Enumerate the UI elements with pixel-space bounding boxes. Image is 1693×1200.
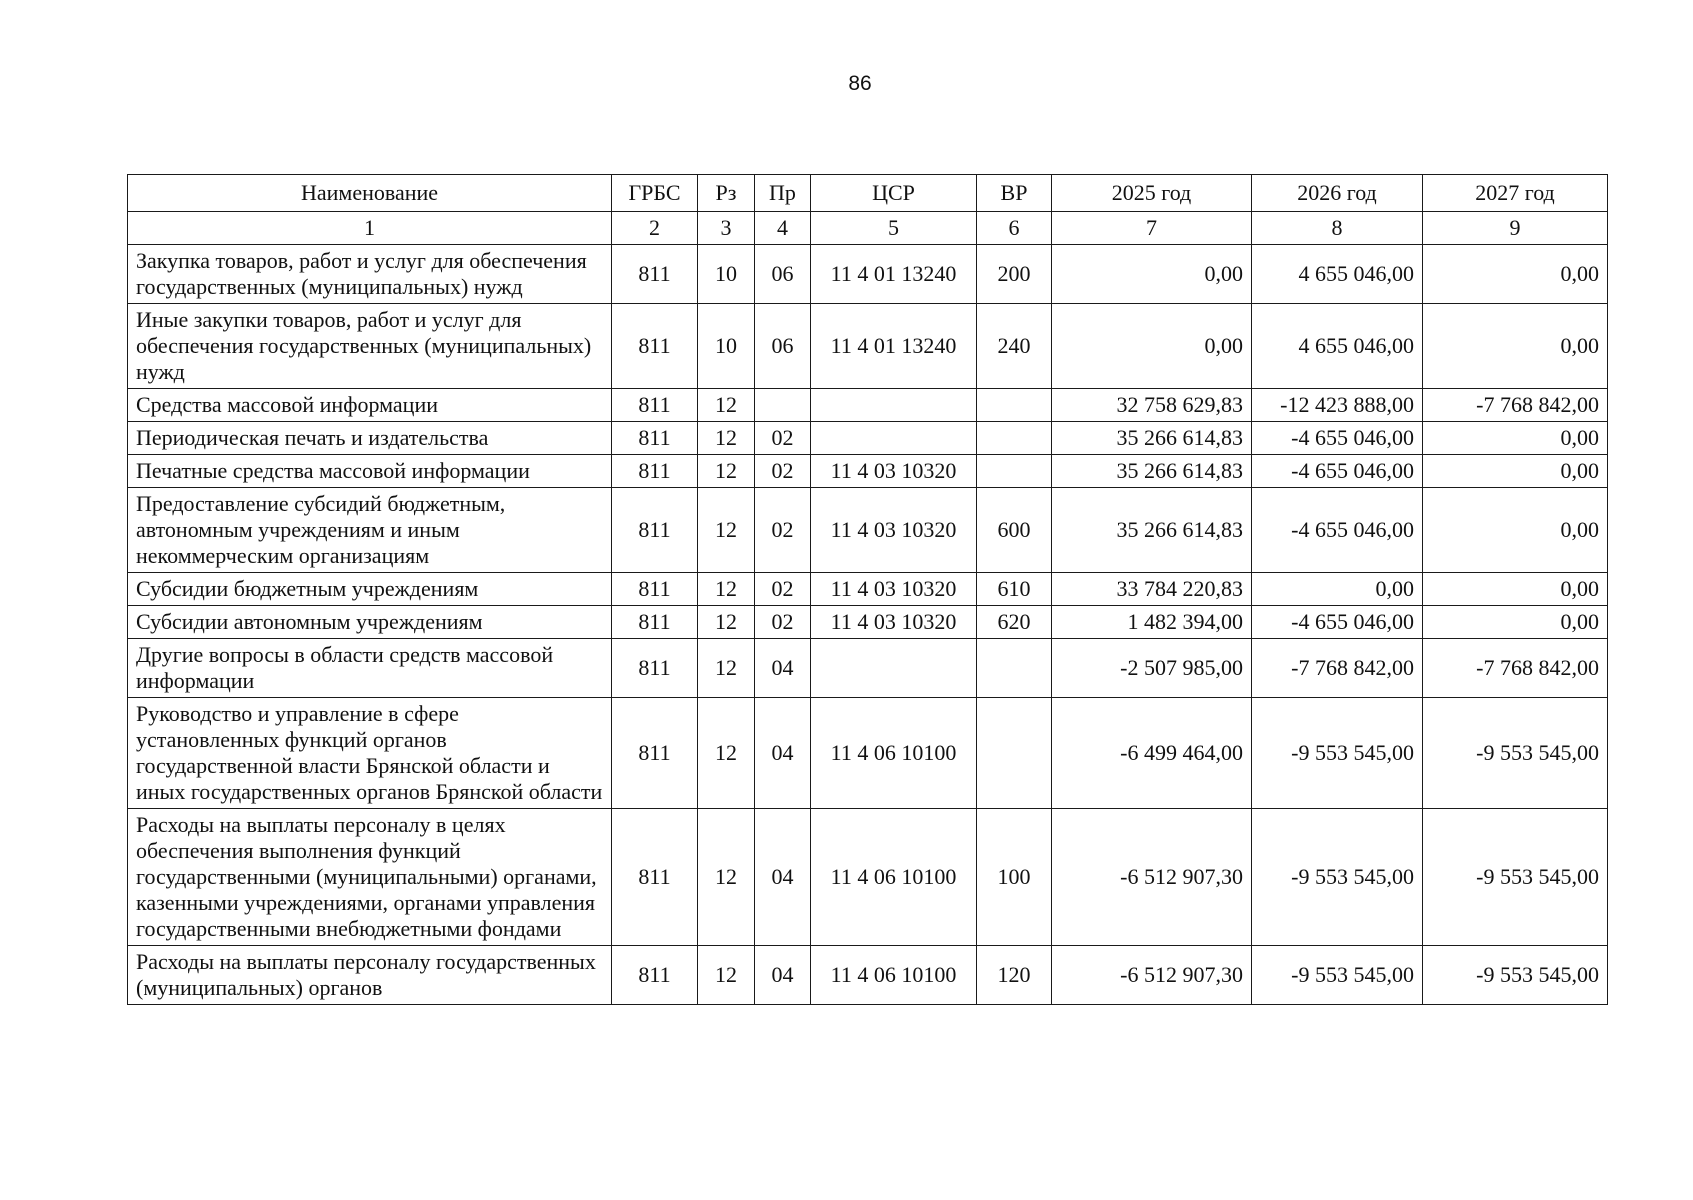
table-row [128, 573, 1608, 606]
grbs-cell: 811 [612, 606, 698, 639]
grbs-cell: 811 [612, 245, 698, 304]
csr-cell: 11 4 06 10100 [811, 698, 977, 809]
grbs-cell: 811 [612, 946, 698, 1005]
name-cell: Субсидии бюджетным учреждениям [128, 573, 612, 606]
vr-cell: 240 [977, 304, 1052, 389]
pr-cell: 06 [755, 304, 811, 389]
amount-2026-cell: -9 553 545,00 [1252, 698, 1423, 809]
amount-2025-cell: -6 499 464,00 [1052, 698, 1252, 809]
amount-2026-cell: -12 423 888,00 [1252, 389, 1423, 422]
pr-cell: 02 [755, 573, 811, 606]
column-number-row [128, 212, 1608, 245]
csr-cell: 11 4 03 10320 [811, 606, 977, 639]
table-row [128, 245, 1608, 304]
amount-2025-cell: 0,00 [1052, 304, 1252, 389]
pr-cell: 04 [755, 946, 811, 1005]
amount-2025-cell: -6 512 907,30 [1052, 946, 1252, 1005]
rz-cell: 12 [698, 606, 755, 639]
table-row [128, 606, 1608, 639]
amount-2026-cell: -4 655 046,00 [1252, 422, 1423, 455]
pr-cell: 04 [755, 698, 811, 809]
amount-2025-cell: -6 512 907,30 [1052, 809, 1252, 946]
header-cell: ЦСР [811, 175, 977, 212]
vr-cell: 600 [977, 488, 1052, 573]
rz-cell: 12 [698, 488, 755, 573]
csr-cell: 11 4 03 10320 [811, 573, 977, 606]
csr-cell: 11 4 03 10320 [811, 488, 977, 573]
name-cell: Иные закупки товаров, работ и услуг для обеспечения государственных (муниципальных) нужд [128, 304, 612, 389]
amount-2025-cell: 35 266 614,83 [1052, 422, 1252, 455]
amount-2027-cell: 0,00 [1423, 455, 1608, 488]
grbs-cell: 811 [612, 455, 698, 488]
rz-cell: 12 [698, 946, 755, 1005]
amount-2026-cell: 0,00 [1252, 573, 1423, 606]
table-row [128, 455, 1608, 488]
vr-cell [977, 698, 1052, 809]
table-row [128, 946, 1608, 1005]
header-cell: ВР [977, 175, 1052, 212]
column-number-cell: 2 [612, 212, 698, 245]
amount-2026-cell: 4 655 046,00 [1252, 304, 1423, 389]
grbs-cell: 811 [612, 573, 698, 606]
csr-cell [811, 639, 977, 698]
pr-cell: 02 [755, 606, 811, 639]
rz-cell: 12 [698, 422, 755, 455]
table-row [128, 389, 1608, 422]
column-number-cell: 3 [698, 212, 755, 245]
grbs-cell: 811 [612, 639, 698, 698]
csr-cell: 11 4 01 13240 [811, 245, 977, 304]
table-row [128, 809, 1608, 946]
column-number-cell: 4 [755, 212, 811, 245]
rz-cell: 12 [698, 455, 755, 488]
name-cell: Руководство и управление в сфере установленных функций органов государственной власти Брянской области и иных государственных органов Брянской области [128, 698, 612, 809]
amount-2026-cell: -4 655 046,00 [1252, 488, 1423, 573]
name-cell: Печатные средства массовой информации [128, 455, 612, 488]
csr-cell: 11 4 06 10100 [811, 946, 977, 1005]
table-row [128, 639, 1608, 698]
amount-2025-cell: 32 758 629,83 [1052, 389, 1252, 422]
vr-cell: 620 [977, 606, 1052, 639]
amount-2027-cell: 0,00 [1423, 304, 1608, 389]
header-row [128, 175, 1608, 212]
amount-2027-cell: -7 768 842,00 [1423, 389, 1608, 422]
amount-2027-cell: 0,00 [1423, 422, 1608, 455]
header-cell: Пр [755, 175, 811, 212]
vr-cell [977, 455, 1052, 488]
vr-cell [977, 389, 1052, 422]
pr-cell: 06 [755, 245, 811, 304]
grbs-cell: 811 [612, 304, 698, 389]
csr-cell: 11 4 03 10320 [811, 455, 977, 488]
header-cell: 2027 год [1423, 175, 1608, 212]
csr-cell: 11 4 06 10100 [811, 809, 977, 946]
grbs-cell: 811 [612, 422, 698, 455]
amount-2027-cell: -9 553 545,00 [1423, 946, 1608, 1005]
header-cell: Наименование [128, 175, 612, 212]
name-cell: Субсидии автономным учреждениям [128, 606, 612, 639]
amount-2025-cell: 35 266 614,83 [1052, 488, 1252, 573]
table-row [128, 698, 1608, 809]
header-cell: 2026 год [1252, 175, 1423, 212]
rz-cell: 12 [698, 389, 755, 422]
amount-2027-cell: -9 553 545,00 [1423, 809, 1608, 946]
grbs-cell: 811 [612, 389, 698, 422]
column-number-cell: 8 [1252, 212, 1423, 245]
name-cell: Предоставление субсидий бюджетным, автономным учреждениям и иным некоммерческим организациям [128, 488, 612, 573]
pr-cell: 04 [755, 809, 811, 946]
amount-2025-cell: 35 266 614,83 [1052, 455, 1252, 488]
table-row [128, 304, 1608, 389]
header-cell: 2025 год [1052, 175, 1252, 212]
column-number-cell: 7 [1052, 212, 1252, 245]
amount-2026-cell: 4 655 046,00 [1252, 245, 1423, 304]
csr-cell: 11 4 01 13240 [811, 304, 977, 389]
amount-2025-cell: 1 482 394,00 [1052, 606, 1252, 639]
table-row [128, 422, 1608, 455]
vr-cell: 120 [977, 946, 1052, 1005]
amount-2027-cell: 0,00 [1423, 606, 1608, 639]
grbs-cell: 811 [612, 488, 698, 573]
amount-2027-cell: 0,00 [1423, 488, 1608, 573]
vr-cell: 100 [977, 809, 1052, 946]
column-number-cell: 1 [128, 212, 612, 245]
name-cell: Периодическая печать и издательства [128, 422, 612, 455]
pr-cell: 02 [755, 455, 811, 488]
amount-2025-cell: -2 507 985,00 [1052, 639, 1252, 698]
name-cell: Закупка товаров, работ и услуг для обеспечения государственных (муниципальных) нужд [128, 245, 612, 304]
csr-cell [811, 422, 977, 455]
column-number-cell: 9 [1423, 212, 1608, 245]
name-cell: Средства массовой информации [128, 389, 612, 422]
header-cell: ГРБС [612, 175, 698, 212]
amount-2026-cell: -4 655 046,00 [1252, 455, 1423, 488]
grbs-cell: 811 [612, 809, 698, 946]
amount-2026-cell: -7 768 842,00 [1252, 639, 1423, 698]
rz-cell: 12 [698, 639, 755, 698]
rz-cell: 10 [698, 304, 755, 389]
vr-cell [977, 422, 1052, 455]
amount-2027-cell: 0,00 [1423, 245, 1608, 304]
grbs-cell: 811 [612, 698, 698, 809]
amount-2025-cell: 0,00 [1052, 245, 1252, 304]
name-cell: Другие вопросы в области средств массовой информации [128, 639, 612, 698]
amount-2025-cell: 33 784 220,83 [1052, 573, 1252, 606]
csr-cell [811, 389, 977, 422]
vr-cell: 200 [977, 245, 1052, 304]
vr-cell: 610 [977, 573, 1052, 606]
amount-2027-cell: -9 553 545,00 [1423, 698, 1608, 809]
rz-cell: 12 [698, 698, 755, 809]
amount-2027-cell: 0,00 [1423, 573, 1608, 606]
amount-2027-cell: -7 768 842,00 [1423, 639, 1608, 698]
amount-2026-cell: -9 553 545,00 [1252, 946, 1423, 1005]
column-number-cell: 5 [811, 212, 977, 245]
vr-cell [977, 639, 1052, 698]
pr-cell: 02 [755, 422, 811, 455]
name-cell: Расходы на выплаты персоналу в целях обеспечения выполнения функций государственными (муниципальными) органами, казенными учреждениями, органами управления государственными внебюджетными фондами [128, 809, 612, 946]
amount-2026-cell: -4 655 046,00 [1252, 606, 1423, 639]
pr-cell: 02 [755, 488, 811, 573]
rz-cell: 12 [698, 573, 755, 606]
page-number: 86 [848, 72, 872, 95]
table-row [128, 488, 1608, 573]
amount-2026-cell: -9 553 545,00 [1252, 809, 1423, 946]
column-number-cell: 6 [977, 212, 1052, 245]
rz-cell: 12 [698, 809, 755, 946]
rz-cell: 10 [698, 245, 755, 304]
budget-table [127, 174, 1608, 1005]
pr-cell [755, 389, 811, 422]
name-cell: Расходы на выплаты персоналу государственных (муниципальных) органов [128, 946, 612, 1005]
pr-cell: 04 [755, 639, 811, 698]
header-cell: Рз [698, 175, 755, 212]
